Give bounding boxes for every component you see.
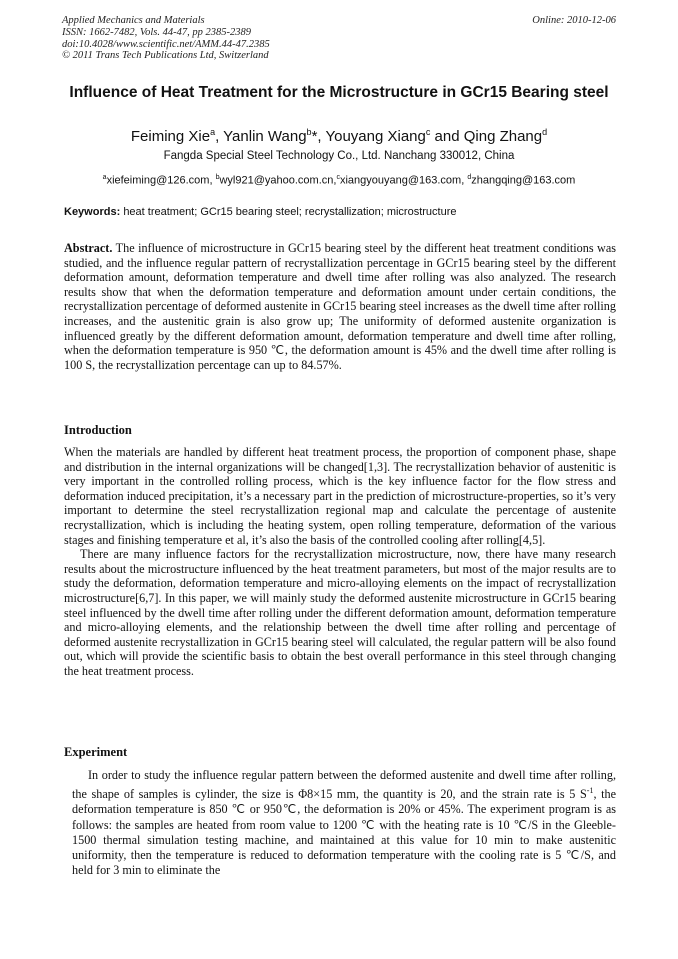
- abstract-label: Abstract.: [64, 241, 113, 255]
- author-sup: a: [210, 127, 216, 137]
- author-sup: b: [306, 127, 312, 137]
- online-date: Online: 2010-12-06: [532, 15, 616, 26]
- paper-title: Influence of Heat Treatment for the Microstructure in GCr15 Bearing steel: [69, 84, 609, 101]
- doi-line[interactable]: doi:10.4028/www.scientific.net/AMM.44-47.2385: [62, 38, 270, 50]
- keywords-text: heat treatment; GCr15 bearing steel; recrystallization; microstructure: [123, 206, 457, 218]
- author-name: Qing Zhang: [463, 128, 543, 145]
- abstract-text: The influence of microstructure in GCr15 bearing steel by the different heat treatment conditions was studied, and the influence regular pattern of recrystallization percentage in GCr15 bearing steel by the different deformation amount, deformation temperature and dwell time after rolling was also analyzed. The research results show that when the deformation temperature and deformation amount under certain conditions, the recrystallization percentage of deformed austenite in GCr15 bearing steel increases as the dwell time after rolling increases, and the austenitic grain is also grow up; The uniformity of deformed austenite organization is influenced greatly by the different deformation amount, deformation temperature and dwell time after rolling, when the deformation temperature is 950 ℃, the deformation amount is 45% and the dwell time after rolling is 100 S, the recrystallization percentage can up to 84.57%.: [64, 241, 617, 372]
- author-sup: d: [542, 127, 548, 137]
- issn-line: ISSN: 1662-7482, Vols. 44-47, pp 2385-2389: [62, 26, 251, 38]
- author-name: Yanlin Wang: [223, 128, 307, 145]
- author-list: Feiming Xie$^a$, Yanlin Wang$^b$*, Youyang Xiang$^c$ and Qing Zhang$^d$: [130, 127, 548, 145]
- author-sup: c: [425, 127, 431, 137]
- email-link[interactable]: xiangyouyang@163.com: [339, 174, 462, 187]
- author-name: Feiming Xie: [130, 128, 211, 145]
- paragraph: There are many influence factors for the recrystallization microstructure, now, there have many research results about the microstructure influenced by the heat treatment parameters, but most of the major results are to study the deformation, deformation temperature and micro-alloying elements on the impact of recrystallization microstructure[6,7]. In this paper, we will mainly study the deformed austenite microstructure in GCr15 bearing steel influenced by the dwell time after rolling under the different deformation amount, deformation temperature and micro-alloying elements, and the relationship between the dwell time after rolling and percentage of deformed austenite recrystallization in GCr15 bearing steel will calculated, the regular pattern will be also found out, which will provide the scientific basis to obtain the best overall performance in this steel through changing the heat treatment process.: [64, 547, 616, 678]
- keywords-label: Keywords:: [64, 206, 121, 218]
- corresponding-mark: *: [311, 128, 318, 145]
- section-heading-experiment: Experiment: [64, 745, 128, 759]
- experiment-body: [72, 768, 616, 878]
- section-heading-introduction: Introduction: [64, 423, 132, 437]
- journal-name: Applied Mechanics and Materials: [62, 15, 205, 26]
- paragraph: When the materials are handled by different heat treatment process, the proportion of component phase, shape and distribution in the internal organizations will be changed[1,3]. The recrystallization behavior of austenitic is very important in the controlled rolling process, which is the key influence factor for the flow stress and deformation induced precipitation, it’s a necessary part in the prediction of microstructure-properties, so it’s very important to determine the steel recrystallization regional map and calculate the percentage of austenite recrystallization, which is including the heating system, open rolling temperature, deformation of the various stages and finishing temperature et al, it’s also the basis of the controlled cooling after rolling[4,5].: [64, 445, 616, 547]
- email-list: $^a$xiefeiming@126.com, $^b$wyl921@yahoo.com.cn,$^c$xiangyouyang@163.com, $^d$zhangqing@163.com: [102, 174, 576, 187]
- introduction-body: [64, 445, 616, 679]
- author-name: Youyang Xiang: [325, 128, 426, 145]
- paragraph: In order to study the influence regular pattern between the deformed austenite and dwell time after rolling, the shape of samples is cylinder, the size is Φ8×15 mm, the quantity is 20, and the strain rate is 5 $S^{-1}$, the deformation temperature is 850 ℃ or 950℃, the deformation is 20% or 45%. The experiment program is as follows: the samples are heated from room value to 1200 ℃ with the heating rate is 10 ℃/S in the Gleeble-1500 thermal simulation testing machine, and maintained at this value for 10 min to make austenitic uniformity, then the temperature is reduced to deformation temperature with the cooling rate is 5 ℃/S, and held for 3 min to eliminate the: [72, 768, 617, 878]
- email-link[interactable]: zhangqing@163.com: [471, 174, 576, 187]
- email-link[interactable]: xiefeiming@126.com: [106, 174, 210, 187]
- copyright-line: © 2011 Trans Tech Publications Ltd, Switzerland: [62, 50, 269, 62]
- keywords-line: [64, 205, 616, 219]
- affiliation: Fangda Special Steel Technology Co., Ltd. Nanchang 330012, China: [163, 150, 515, 162]
- email-link[interactable]: wyl921@yahoo.com.cn: [219, 174, 334, 187]
- abstract: [64, 241, 616, 372]
- journal-header: [62, 15, 616, 62]
